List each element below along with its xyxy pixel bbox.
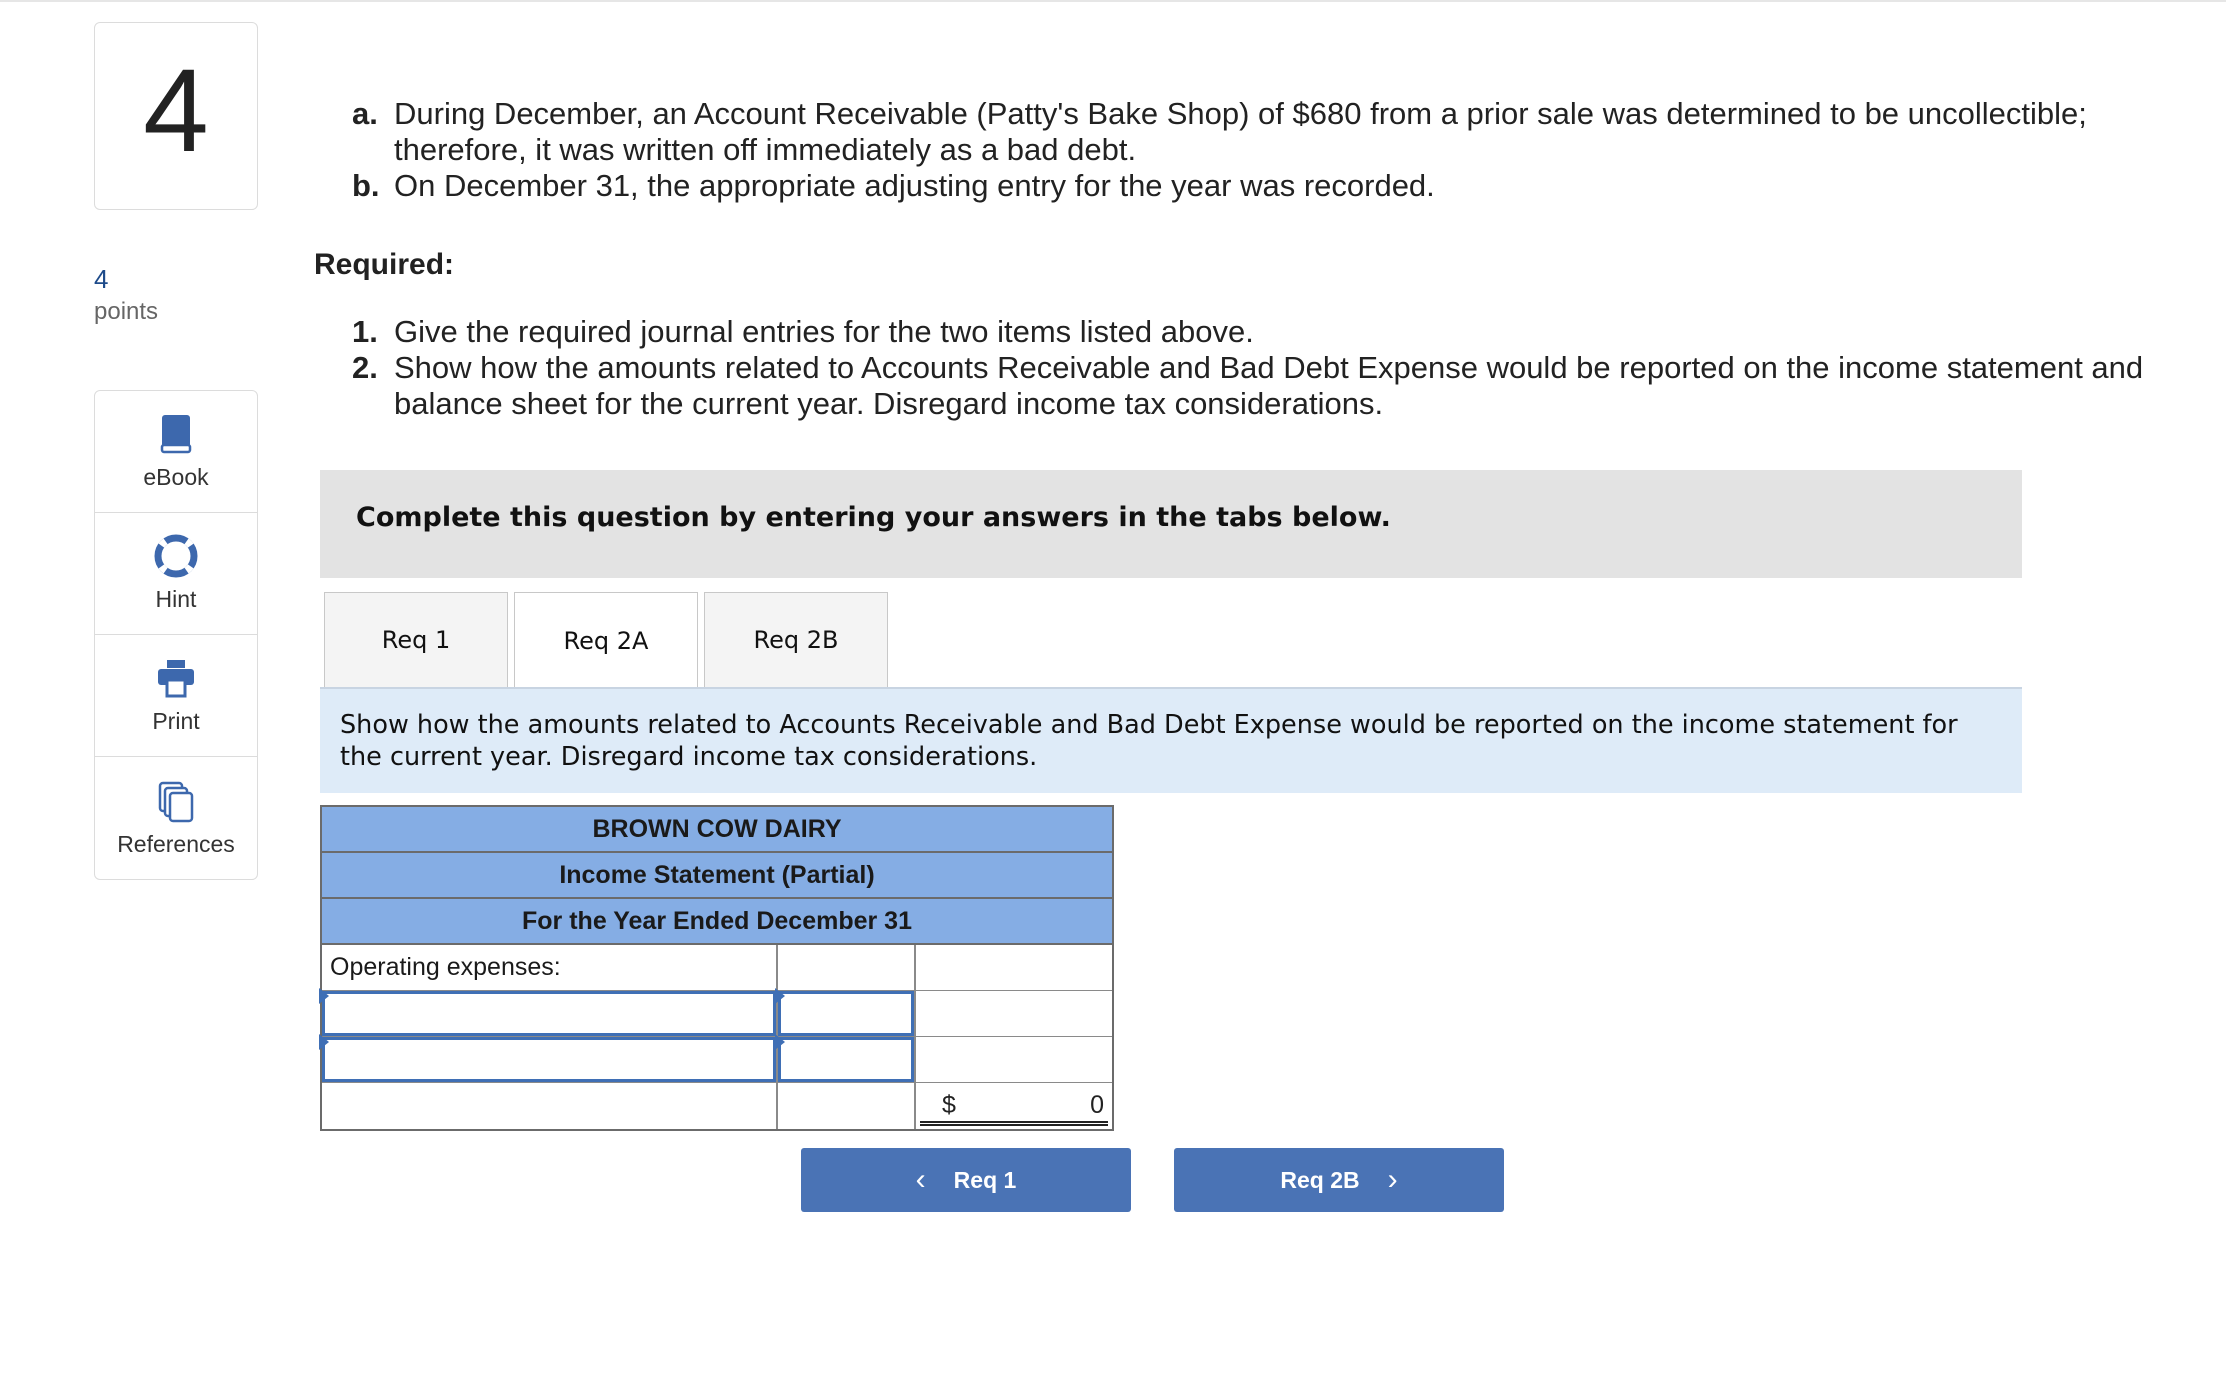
section-label-cell [322,945,778,991]
tab-description: Show how the amounts related to Accounts Receivable and Bad Debt Expense would be reported on the income statement for the current year. Disregard income tax considerations. [320,689,2022,793]
statement-company: BROWN COW DAIRY [322,807,1112,853]
requirement-marker: 2. [352,350,378,385]
item-marker: a. [352,96,378,131]
printer-icon [154,656,198,700]
dropdown-flag [778,1037,914,1082]
required-heading: Required: [314,248,455,281]
requirement-text: Give the required journal entries for the two items listed above. [394,314,1254,349]
prev-req-label: Req 1 [953,1166,1017,1193]
tab-req-2a[interactable]: Req 2A [514,592,698,689]
input-marker-icon [775,1034,785,1050]
problem-item-b [352,168,2194,204]
question-number: 4 [143,45,209,177]
problem-statement [314,96,2194,204]
ebook-button[interactable] [95,391,257,513]
table-row [322,1037,1112,1083]
print-button[interactable] [95,635,257,757]
ebook-label: eBook [143,464,209,490]
references-label: References [117,830,235,857]
empty-cell [916,945,1112,991]
copy-icon [154,779,198,823]
points-value: 4 [94,264,109,294]
dropdown-marker-icon [319,1034,329,1050]
prev-req-button[interactable] [801,1148,1131,1212]
account-cell [322,991,778,1037]
item-text: During December, an Account Receivable (Patty's Bake Shop) of $680 from a prior sale was determined to be uncollectible; therefore, it was written off immediately as a bad debt. [394,96,2087,167]
lifebuoy-icon [154,534,198,578]
instruction-banner [320,470,2022,578]
requirement-2 [352,350,2202,422]
chevron-left-icon: ‹ [915,1163,926,1196]
requirement-marker: 1. [352,314,378,349]
print-label: Print [152,708,200,734]
dropdown-flag [778,991,914,1036]
input-marker-icon [775,988,785,1004]
problem-items [352,96,2194,204]
amount-cell [778,991,916,1037]
double-underline [920,1121,1108,1126]
empty-cell [778,945,916,991]
empty-cell [778,1083,916,1129]
problem-item-a [352,96,2194,168]
dropdown-flag [322,991,776,1036]
tools-panel [94,390,258,880]
income-statement-table [320,805,1114,1131]
next-req-label: Req 2B [1280,1166,1360,1193]
hint-label: Hint [155,586,197,612]
item-marker: b. [352,168,380,203]
chevron-right-icon: › [1387,1163,1398,1196]
empty-cell [916,1037,1112,1083]
tab-req-1[interactable]: Req 1 [324,592,508,688]
table-row [322,991,1112,1037]
empty-cell [322,1083,778,1129]
requirements-list [352,314,2202,422]
top-divider [0,0,2226,2]
amount-cell [778,1037,916,1083]
dropdown-flag [322,1037,776,1082]
total-value: 0 [1090,1091,1104,1119]
total-cell [916,1083,1112,1129]
section-label: Operating expenses: [330,953,561,981]
empty-cell [916,991,1112,1037]
hint-button[interactable] [95,513,257,635]
table-row-total [322,1083,1112,1129]
requirement-text: Show how the amounts related to Accounts Receivable and Bad Debt Expense would be reported on the income statement and balance sheet for the current year. Disregard income tax considerations. [394,350,2144,421]
requirement-1 [352,314,2202,350]
statement-title: Income Statement (Partial) [322,853,1112,899]
dropdown-marker-icon [319,988,329,1004]
references-button[interactable] [95,757,257,879]
points-label: points [94,298,159,325]
next-req-button[interactable] [1174,1148,1504,1212]
tab-req-2b[interactable]: Req 2B [704,592,888,688]
instruction-text: Complete this question by entering your answers in the tabs below. [356,501,1391,533]
statement-period: For the Year Ended December 31 [322,899,1112,945]
account-cell [322,1037,778,1083]
table-row [322,945,1112,991]
book-icon [154,412,198,456]
total-currency: $ [942,1091,956,1119]
question-number-box [94,22,258,210]
tab-bar [324,592,888,688]
item-text: On December 31, the appropriate adjusting entry for the year was recorded. [394,168,1435,203]
